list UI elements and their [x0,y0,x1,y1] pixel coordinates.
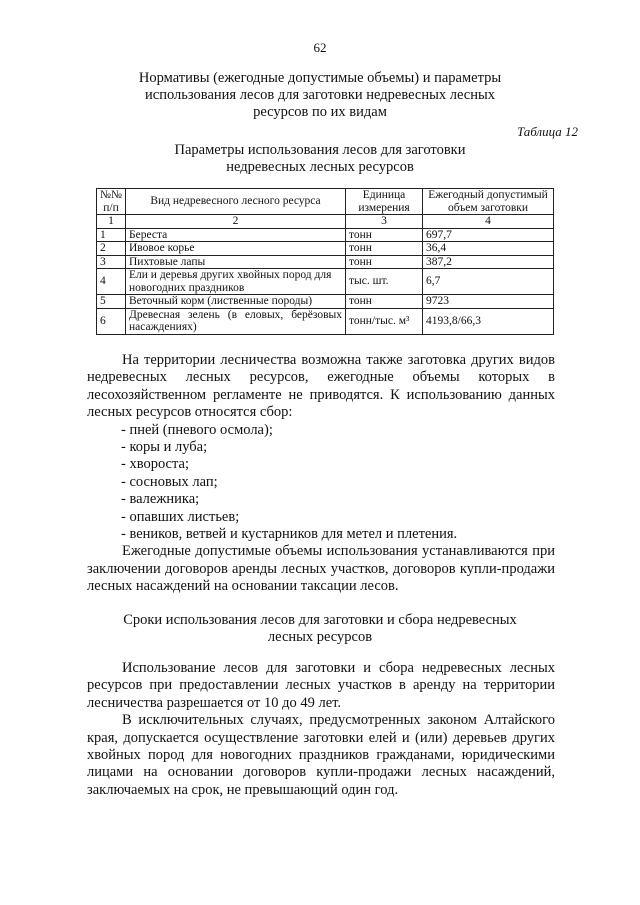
row-volume: 4193,8/66,3 [423,308,554,334]
row-unit: тонн [346,242,423,256]
col-num-2: 2 [126,215,346,229]
row-unit: тонн [346,228,423,242]
table-label: Таблица 12 [516,124,578,139]
header-number: №№ п/п [97,189,126,215]
list-item: - валежника; [121,491,200,508]
table-row [97,308,554,334]
table-row [97,242,554,256]
header-resource: Вид недревесного лесного ресурса [126,189,346,215]
resources-table [96,188,554,335]
paragraph-exceptional-cases: В исключительных случаях, предусмотренных законом Алтайского края, допускается осуществление заготовки елей и (или) деревьев других хвойных пород для новогодних праздников гражданами, юридическими лицами на основании договоров купли-продажи лесных насаждений, заключаемых на срок, не превышающий один год. [87,712,555,798]
column-number-row [97,215,554,229]
list-item: - опавших листьев; [121,508,240,525]
row-unit: тонн [346,255,423,269]
row-resource: Ивовое корье [126,242,346,256]
row-resource: Ели и деревья других хвойных пород для новогодних праздников [126,269,346,295]
main-title: Нормативы (ежегодные допустимые объемы) и параметры использования лесов для заготовки недревесных лесных ресурсов по их видам [138,70,502,120]
row-resource: Древесная зелень (в еловых, берёзовых насаждениях) [126,308,346,334]
row-resource: Береста [126,228,346,242]
page-number: 62 [313,40,327,55]
row-volume: 697,7 [423,228,554,242]
row-resource: Веточный корм (лиственные породы) [126,295,346,309]
col-num-4: 4 [423,215,554,229]
paragraph-lease-terms: Использование лесов для заготовки и сбора недревесных лесных ресурсов при предоставлении лесных участков в аренду на территории лесничества разрешается от 10 до 49 лет. [87,660,555,711]
resources-description [87,352,555,596]
list-item: - коры и луба; [121,439,208,456]
section-title: Сроки использования лесов для заготовки и сбора недревесных лесных ресурсов [123,612,517,645]
row-resource: Пихтовые лапы [126,255,346,269]
header-volume: Ежегодный допустимый объем заготовки [423,189,554,215]
row-volume: 9723 [423,295,554,309]
row-unit: тонн [346,295,423,309]
row-number: 3 [97,255,126,269]
list-item: - сосновых лап; [121,473,218,490]
row-number: 6 [97,308,126,334]
terms-description [87,660,555,799]
row-unit: тыс. шт. [346,269,423,295]
table-row [97,255,554,269]
table-row [97,228,554,242]
row-number: 1 [97,228,126,242]
table-header-row [97,189,554,215]
header-unit: Единица измерения [346,189,423,215]
list-item: - веников, ветвей и кустарников для метел и плетения. [121,526,458,543]
row-volume: 387,2 [423,255,554,269]
row-number: 2 [97,242,126,256]
col-num-3: 3 [346,215,423,229]
row-volume: 36,4 [423,242,554,256]
paragraph-other-resources: На территории лесничества возможна также заготовка других видов недревесных лесных ресурсов, ежегодные объемы которых в лесохозяйственном регламенте не приводятся. К использованию данных лесных ресурсов относятся сбор: [87,352,555,421]
col-num-1: 1 [97,215,126,229]
paragraph-annual-volumes: Ежегодные допустимые объемы использования устанавливаются при заключении договоров аренды лесных участков, договоров купли-продажи лесных насаждений на основании таксации лесов. [87,543,555,595]
table-title: Параметры использования лесов для заготовки недревесных лесных ресурсов [174,142,466,175]
table-row [97,269,554,295]
list-item: - хвороста; [121,456,189,473]
row-number: 5 [97,295,126,309]
list-item: - пней (пневого осмола); [121,421,273,438]
row-volume: 6,7 [423,269,554,295]
row-unit: тонн/тыс. м³ [346,308,423,334]
table-row [97,295,554,309]
resources-list [87,422,555,544]
row-number: 4 [97,269,126,295]
